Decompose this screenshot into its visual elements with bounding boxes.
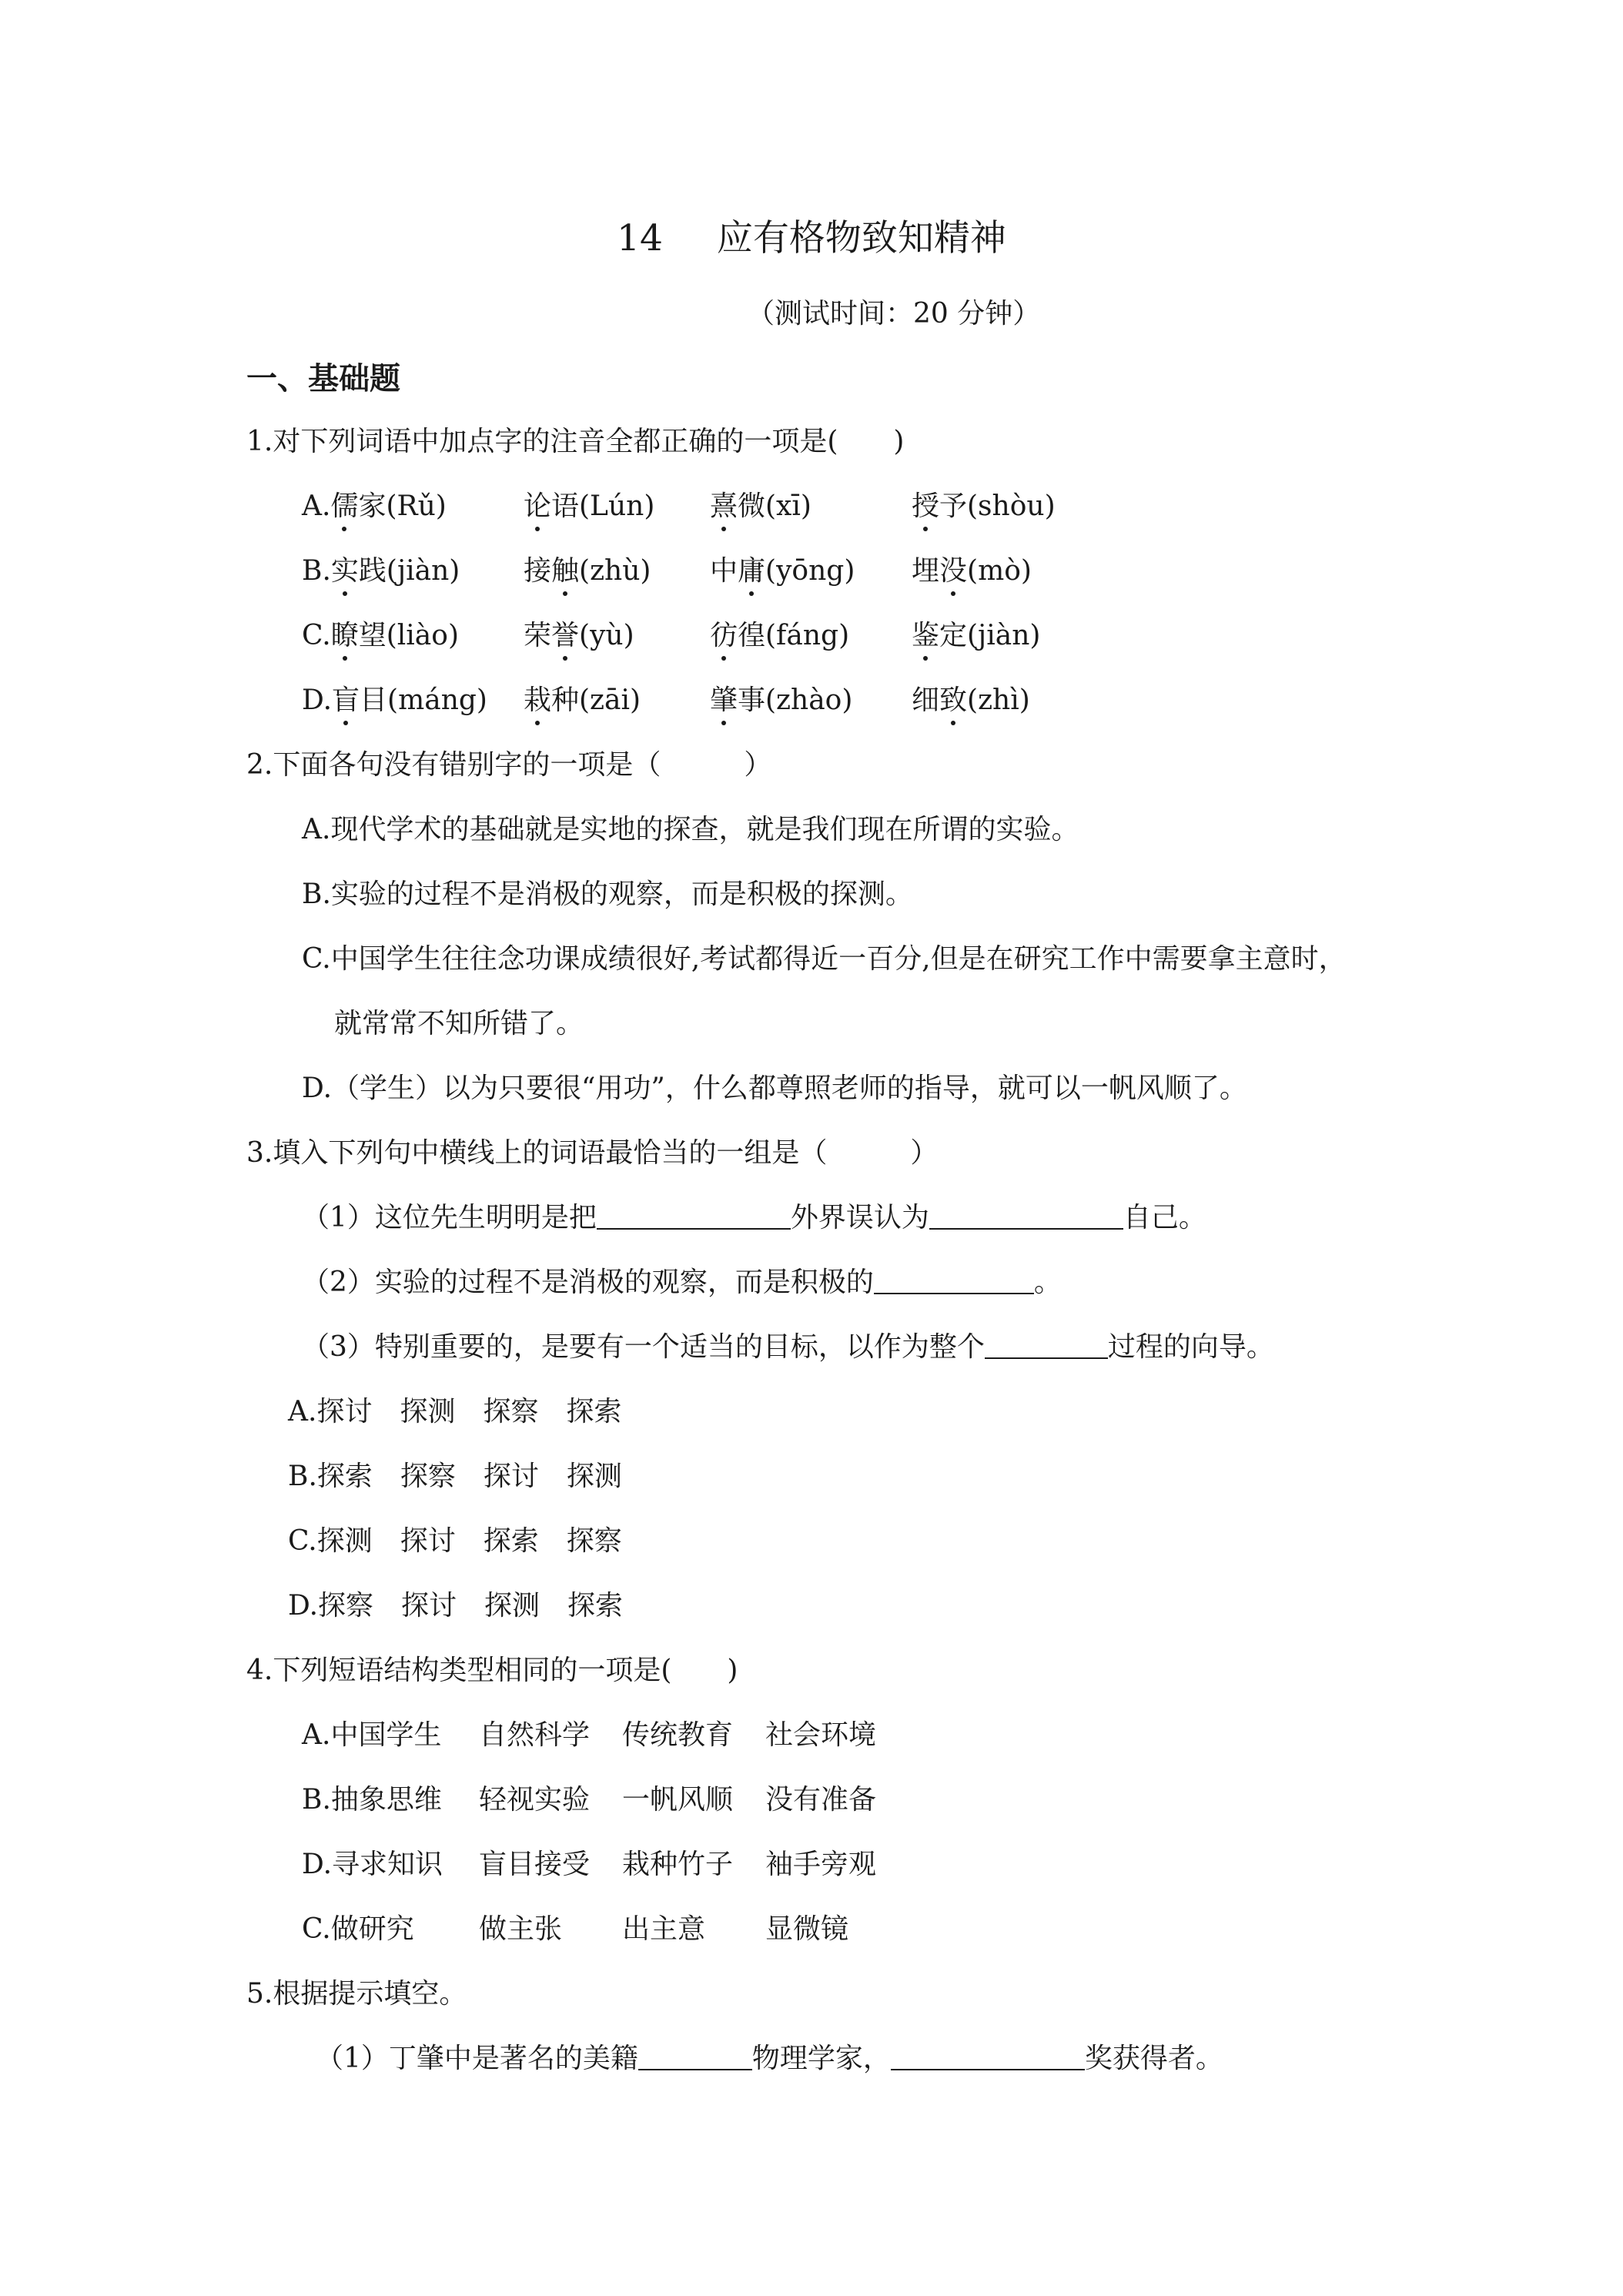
question-4-stem: 4.下列短语结构类型相同的一项是( ) (246, 1655, 738, 1686)
q5-sentence-1: （1）丁肇中是著名的美籍 物理学家， 奖获得者。 (316, 2043, 1223, 2074)
section-heading: 一、基础题 (246, 361, 400, 397)
lesson-title: 应有格物致知精神 (716, 217, 1006, 259)
q1-option-d-word-1: D.盲目(máng) (302, 684, 487, 716)
q4-option-a-4: 社会环境 (765, 1719, 877, 1751)
q1-option-c-word-4: 鉴定(jiàn) (912, 620, 1041, 651)
q4-option-a-3: 传统教育 (622, 1719, 734, 1751)
question-5-stem: 5.根据提示填空。 (246, 1978, 467, 2010)
q2-option-a: A.现代学术的基础就是实地的探查，就是我们现在所谓的实验。 (302, 814, 1079, 845)
q2-option-d: D.（学生）以为只要很“用功”，什么都尊照老师的指导，就可以一帆风顺了。 (302, 1073, 1247, 1104)
q4-option-c-3: 出主意 (622, 1913, 706, 1945)
fill-blank[interactable] (985, 1331, 1108, 1359)
question-3-stem: 3.填入下列句中横线上的词语最恰当的一组是（ ） (246, 1137, 939, 1169)
q1-option-a-word-4: 授予(shòu) (912, 490, 1056, 522)
q1-option-d-word-2: 栽种(zāi) (524, 684, 641, 716)
fill-blank[interactable] (638, 2043, 752, 2070)
q4-option-c-1: C.做研究 (302, 1913, 414, 1945)
fill-blank[interactable] (891, 2043, 1085, 2070)
question-1-stem: 1.对下列词语中加点字的注音全都正确的一项是( ) (246, 426, 905, 457)
q1-option-d-word-3: 肇事(zhào) (710, 684, 853, 716)
q1-option-b-word-3: 中庸(yōng) (710, 555, 855, 587)
q1-option-c-word-1: C.瞭望(liào) (302, 620, 459, 651)
q4-option-c-2: 做主张 (479, 1913, 563, 1945)
q2-option-c-line-2: 就常常不知所错了。 (334, 1008, 584, 1039)
fill-blank[interactable] (597, 1202, 791, 1230)
page-title (0, 217, 1623, 260)
q4-option-b-3: 一帆风顺 (622, 1784, 734, 1816)
q3-option-b: B.探索 探察 探讨 探测 (288, 1461, 622, 1492)
q1-option-a-word-3: 熹微(xī) (710, 490, 812, 522)
fill-blank[interactable] (929, 1202, 1123, 1230)
test-time-note: （测试时间：20 分钟） (747, 298, 1041, 330)
q4-option-d-4: 袖手旁观 (765, 1849, 877, 1880)
q3-sentence-1: （1）这位先生明明是把 外界误认为 自己。 (302, 1202, 1206, 1233)
fill-blank[interactable] (874, 1267, 1034, 1294)
q4-option-a-1: A.中国学生 (302, 1719, 442, 1751)
q1-option-b-word-4: 埋没(mò) (912, 555, 1032, 587)
lesson-number: 14 (617, 217, 663, 259)
q4-option-a-2: 自然科学 (479, 1719, 591, 1751)
q4-option-d-1: D.寻求知识 (302, 1849, 443, 1880)
q4-option-d-2: 盲目接受 (479, 1849, 591, 1880)
q1-option-c-word-3: 彷徨(fáng) (710, 620, 850, 651)
q1-option-d-word-4: 细致(zhì) (912, 684, 1030, 716)
q3-option-a: A.探讨 探测 探察 探索 (288, 1396, 622, 1427)
q3-option-c: C.探测 探讨 探索 探察 (288, 1525, 622, 1557)
q4-option-b-2: 轻视实验 (479, 1784, 591, 1816)
q3-sentence-3: （3）特别重要的，是要有一个适当的目标，以作为整个 过程的向导。 (302, 1331, 1274, 1363)
q4-option-b-1: B.抽象思维 (302, 1784, 442, 1816)
q3-sentence-2: （2）实验的过程不是消极的观察，而是积极的 。 (302, 1267, 1062, 1298)
q3-option-d: D.探察 探讨 探测 探索 (288, 1590, 624, 1622)
q4-option-b-4: 没有准备 (765, 1784, 877, 1816)
q4-option-d-3: 栽种竹子 (622, 1849, 734, 1880)
q1-option-a-word-2: 论语(Lún) (524, 490, 655, 522)
q1-option-c-word-2: 荣誉(yù) (524, 620, 634, 651)
q2-option-c-line-1: C.中国学生往往念功课成绩很好,考试都得近一百分,但是在研究工作中需要拿主意时， (302, 943, 1347, 975)
question-2-stem: 2.下面各句没有错别字的一项是（ ） (246, 749, 772, 781)
q1-option-b-word-1: B.实践(jiàn) (302, 555, 460, 587)
q1-option-b-word-2: 接触(zhù) (524, 555, 651, 587)
q4-option-c-4: 显微镜 (765, 1913, 849, 1945)
q1-option-a-word-1: A.儒家(Rǔ) (302, 490, 447, 522)
q2-option-b: B.实验的过程不是消极的观察，而是积极的探测。 (302, 879, 913, 910)
